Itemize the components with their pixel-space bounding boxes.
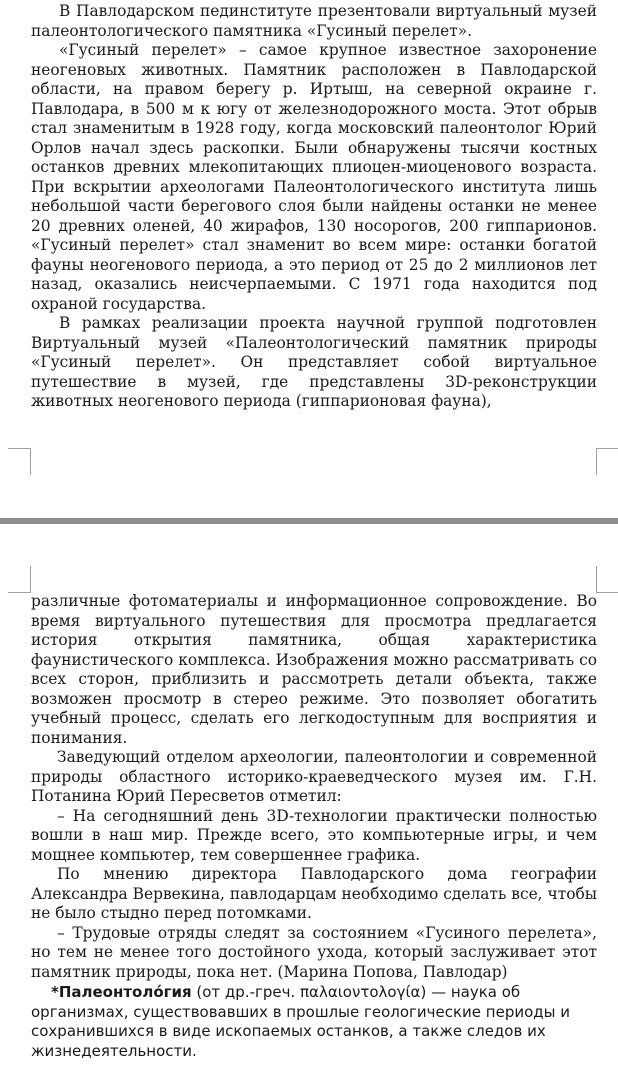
paragraph-virtual-museum: В рамках реализации проекта научной группой подготовлен Виртуальный музей «Палеонтологический памятник природы «Гусиный перелет». Он представляет собой виртуальное путешествие в музей, где представлены 3D-реконструкции животных неогенового периода (гиппарионовая фауна), xyxy=(31,314,597,410)
footnote-definition: (от др.-греч. παλαιοντολογία) — наука об организмах, существовавших в прошлые геологические периоды и сохранившихся в виде ископаемых останков, а также следов их жизнедеятельности. xyxy=(31,983,571,1060)
page-corner-mark-bottom-right xyxy=(596,448,618,475)
paragraph-continuation: различные фотоматериалы и информационное сопровождение. Во время виртуального путешествия для просмотра предлагается история открытия памятника, общая характеристика фаунистического комплекса. Изображения можно рассматривать со всех сторон, приблизить и рассмотреть детали объекта, также возможен просмотр в стерео режиме. Это позволяет обогатить учебный процесс, сделать его легкодоступным для восприятия и понимания. xyxy=(31,592,597,747)
page-1-body-text xyxy=(31,2,597,412)
page-corner-mark-top-left xyxy=(8,566,31,593)
paragraph-gusiny-perelet-description: «Гусиный перелет» – самое крупное известное захоронение неогеновых животных. Памятник расположен в Павлодарской области, на правом берегу р. Иртыш, на северной окраине г. Павлодара, в 500 м к югу от железнодорожного моста. Этот обрыв стал знаменитым в 1928 году, когда московский палеонтолог Юрий Орлов начал здесь раскопки. Были обнаружены тысячи костных останков древних млекопитающих плиоцен-миоценового возраста. При вскрытии археологами Палеонтологического института лишь небольшой части берегового слоя были найдены останки не менее 20 древних оленей, 40 жирафов, 130 носорогов, 200 гиппарионов. «Гусиный перелет» стал знаменит во всем мире: останки богатой фауны неогенового периода, а это период от 25 до 2 миллионов лет назад, оказались неисчерпаемыми. С 1971 года находится под охраной государства. xyxy=(31,41,597,313)
paragraph-quote-3d: – На сегодняшний день 3D-технологии практически полностью вошли в наш мир. Прежде всего, это компьютерные игры, и чем мощнее компьютер, тем совершеннее графика. xyxy=(31,806,597,864)
page-corner-mark-bottom-left xyxy=(8,448,31,475)
footnote-paleontology xyxy=(31,983,597,1061)
paragraph-quote-labor-teams: – Трудовые отряды следят за состоянием «Гусиного перелета», но тем не менее того достойного ухода, который заслуживает этот памятник природы, пока нет. (Марина Попова, Павлодар) xyxy=(31,923,597,981)
paragraph-vervekin: По мнению директора Павлодарского дома географии Александра Вервекина, павлодарцам необходимо сделать все, чтобы не было стыдно перед потомками. xyxy=(31,865,597,922)
footnote-term: *Палеонтоло́гия xyxy=(51,983,192,1001)
document-page-1 xyxy=(0,0,618,518)
page-2-body-text xyxy=(31,592,597,1061)
paragraph-peresvetov: Заведующий отделом археологии, палеонтологии и современной природы областного историко-краеведческого музея им. Г.Н. Потанина Юрий Пересветов отметил: xyxy=(31,748,597,805)
paragraph-intro: В Павлодарском пединституте презентовали виртуальный музей палеонтологического памятника «Гусиный перелет». xyxy=(31,2,597,40)
page-corner-mark-top-right xyxy=(596,566,618,593)
